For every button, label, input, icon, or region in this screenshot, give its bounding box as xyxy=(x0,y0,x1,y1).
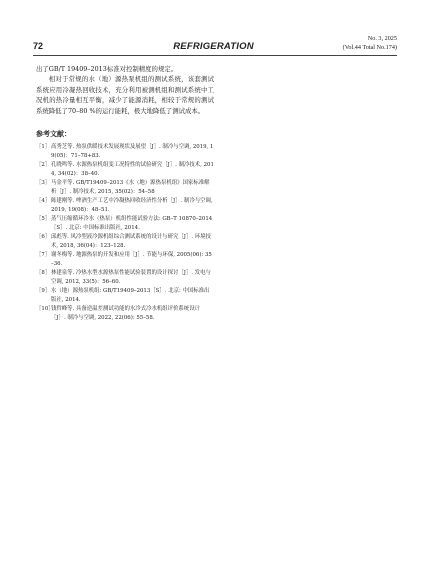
reference-item xyxy=(36,287,214,305)
reference-item xyxy=(36,305,214,323)
reference-text: 林建泉等. 冷热水型水源热泵性能试验装置的设计探讨［J］. 发电与空调, 2012, 33(5)：56–60. xyxy=(51,270,211,286)
reference-text: 陈建刚等. 啤酒生产工艺中冷凝热回收经济性分析［J］. 制冷与空调, 2019, 19(08)：48–51. xyxy=(51,198,213,214)
reference-item xyxy=(36,251,214,269)
issue-number: No. 3, 2025 xyxy=(367,35,397,42)
body-paragraph-1: 出了GB/T 19409–2013标准对控制精度的规定。 xyxy=(36,65,178,73)
body-paragraph-2: 相对于常规的水（地）源热泵机组的测试系统，该套测试系统应用冷凝热回收技术，充分利用被测机组和测试系统中工况机的热冷量相互平衡，减少了能源消耗，相较于常规的测试系统降低了70–80 %的运行能耗，极大地降低了测试成本。 xyxy=(36,75,214,115)
reference-item xyxy=(36,179,214,197)
volume-info: (Vol.44 Total No.174) xyxy=(342,43,397,51)
reference-number: ［8］ xyxy=(36,270,51,277)
reference-item xyxy=(36,143,214,161)
reference-number: ［2］ xyxy=(36,162,51,169)
reference-item xyxy=(36,197,214,215)
reference-number: ［1］ xyxy=(36,144,51,151)
reference-text: 孔晓鸣等. 水源热泵机组变工况特性的试验研究［J］. 制冷技术, 2014, 34(02)：38–40. xyxy=(51,162,214,178)
reference-number: ［6］ xyxy=(36,234,51,241)
reference-list xyxy=(36,143,214,323)
header-rule xyxy=(33,55,397,56)
page-number: 72 xyxy=(33,41,44,51)
reference-text: 水（地）源热泵机组: GB/T19409–2013［S］. 北京: 中国标准出版社, 2014. xyxy=(51,288,210,304)
reference-item xyxy=(36,215,214,233)
reference-number: ［9］ xyxy=(36,288,51,295)
reference-item xyxy=(36,269,214,287)
reference-item xyxy=(36,233,214,251)
reference-number: ［7］ xyxy=(36,252,51,259)
reference-number: ［5］ xyxy=(36,216,51,223)
article-column xyxy=(36,64,214,323)
reference-number: ［4］ xyxy=(36,198,51,205)
reference-text: 邱彪等. 风冷型液冷源机组综合测试系统的设计与研究［J］. 环境技术, 2018, 36(04)：123–128. xyxy=(51,234,211,250)
reference-text: 谢冬梅等. 地源热泵的开发和应用［J］. 节能与环保, 2005(06): 35–36. xyxy=(51,252,212,268)
reference-number: ［3］ xyxy=(36,180,51,187)
references-heading: 参考文献： xyxy=(36,129,71,139)
issue-info xyxy=(343,35,397,52)
reference-text: 高秀芝等. 热泵供暖技术发展现状及展望［J］. 制冷与空调, 2019, 19(05)：71–78+83. xyxy=(51,144,214,160)
reference-number: ［10］ xyxy=(36,306,54,313)
reference-text: 蒸气压缩循环冷水（热泵）机组性能试验方法: GB–T 10870–2014［S］. 北京: 中国标准出版社, 2014. xyxy=(51,216,213,232)
reference-text: 马金平等. GB/T19409–2013《水（地）源热泵机组》国家标准解析［J］. 制冷技术, 2015, 35(02)：54–58 xyxy=(51,180,210,196)
journal-title: REFRIGERATION xyxy=(173,41,254,52)
reference-text: 钱哲峰等. 具备逆温差测试功能的水冷式冷水机组评价系统设计［J］. 制冷与空调, 2022, 22(06): 55–58. xyxy=(51,306,200,322)
reference-item xyxy=(36,161,214,179)
